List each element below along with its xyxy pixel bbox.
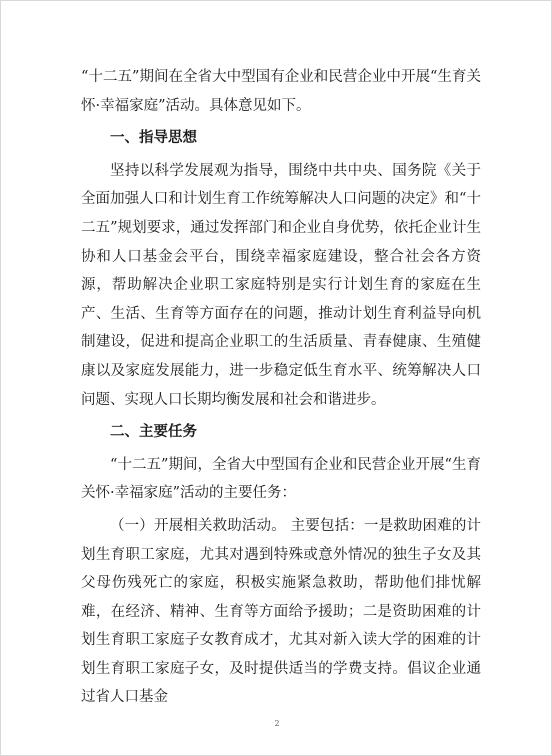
- document-body: [81, 63, 481, 712]
- page-number: 2: [274, 719, 280, 728]
- guiding-ideology-paragraph: 坚持以科学发展观为指导，围绕中共中央、国务院《关于全面加强人口和计划生育工作统筹解决人口问题的决定》和“十二五”规划要求，通过发挥部门和企业自身优势，依托企业计生协和人口基金会平台，围绕幸福家庭建设，整合社会各方资源，帮助解决企业职工家庭特别是实行计划生育的家庭在生产、生活、生育等方面存在的问题，推动计划生育利益导向机制建设，促进和提高企业职工的生活质量、青春健康、生殖健康以及家庭发展能力，进一步稳定低生育水平、统筹解决人口问题、实现人口长期均衡发展和社会和谐进步。: [81, 162, 481, 408]
- section-heading-main-tasks: 二、主要任务: [110, 424, 197, 441]
- task-1-paragraph: （一）开展相关救助活动。 主要包括：一是救助困难的计划生育职工家庭，尤其对遇到特殊或意外情况的独生子女及其父母伤残死亡的家庭，积极实施紧急救助，帮助他们排忧解难，在经济、精神、生育等方面给予援助；二是资助困难的计划生育职工家庭子女教育成才，尤其对新入读大学的困难的计划生育职工家庭子女，及时提供适当的学费支持。倡议企业通过省人口基金: [81, 517, 481, 706]
- main-tasks-paragraph: “十二五”期间，全省大中型国有企业和民营企业开展“生育关怀·幸福家庭”活动的主要任务：: [81, 456, 481, 502]
- section-heading-guiding-ideology: 一、指导思想: [110, 130, 197, 147]
- intro-paragraph: “十二五”期间在全省大中型国有企业和民营企业中开展“生育关怀·幸福家庭”活动。具体意见如下。: [81, 69, 481, 114]
